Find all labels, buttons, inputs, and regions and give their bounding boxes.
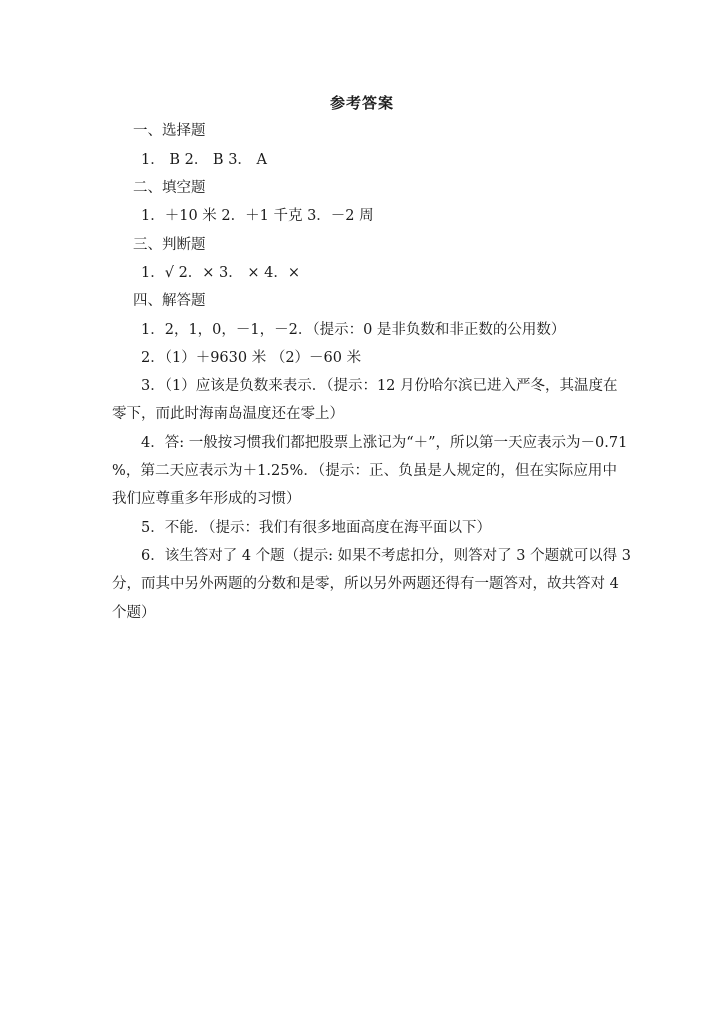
answer-line-solve-6c: 个题） <box>112 605 156 621</box>
answer-line-fill: 1．＋10 米 2．＋1 千克 3．－2 周 <box>141 208 374 224</box>
answer-line-solve-5: 5．不能．（提示：我们有很多地面高度在海平面以下） <box>141 520 491 536</box>
section-heading-solve: 四、解答题 <box>133 293 206 309</box>
answer-line-choice: 1． B 2． B 3． A <box>141 152 268 168</box>
answer-line-solve-6a: 6．该生答对了 4 个题（提示: 如果不考虑扣分，则答对了 3 个题就可以得 3 <box>141 548 631 564</box>
answer-line-solve-4b: %，第二天应表示为＋1.25%．（提示：正、负虽是人规定的，但在实际应用中 <box>112 463 617 479</box>
page-title: 参考答案 <box>329 94 394 112</box>
section-heading-choice: 一、选择题 <box>133 123 206 139</box>
answer-line-solve-4c: 我们应尊重多年形成的习惯） <box>112 491 301 507</box>
answer-line-judge: 1．√ 2．× 3． × 4．× <box>141 265 301 281</box>
section-heading-judge: 三、判断题 <box>133 237 206 253</box>
answer-line-solve-3a: 3．（1）应该是负数来表示．（提示：12 月份哈尔滨已进入严冬，其温度在 <box>141 378 618 394</box>
answer-line-solve-4a: 4．答: 一般按习惯我们都把股票上涨记为“＋”，所以第一天应表示为－0.71 <box>141 435 628 451</box>
answer-line-solve-2: 2．（1）＋9630 米 （2）－60 米 <box>141 350 362 366</box>
answer-line-solve-3b: 零下，而此时海南岛温度还在零上） <box>112 406 344 422</box>
answer-line-solve-6b: 分，而其中另外两题的分数和是零，所以另外两题还得有一题答对，故共答对 4 <box>112 576 619 592</box>
answer-line-solve-1: 1．2，1，0，－1，－2．（提示：0 是非负数和非正数的公用数） <box>141 322 566 338</box>
section-heading-fill: 二、填空题 <box>133 180 206 196</box>
